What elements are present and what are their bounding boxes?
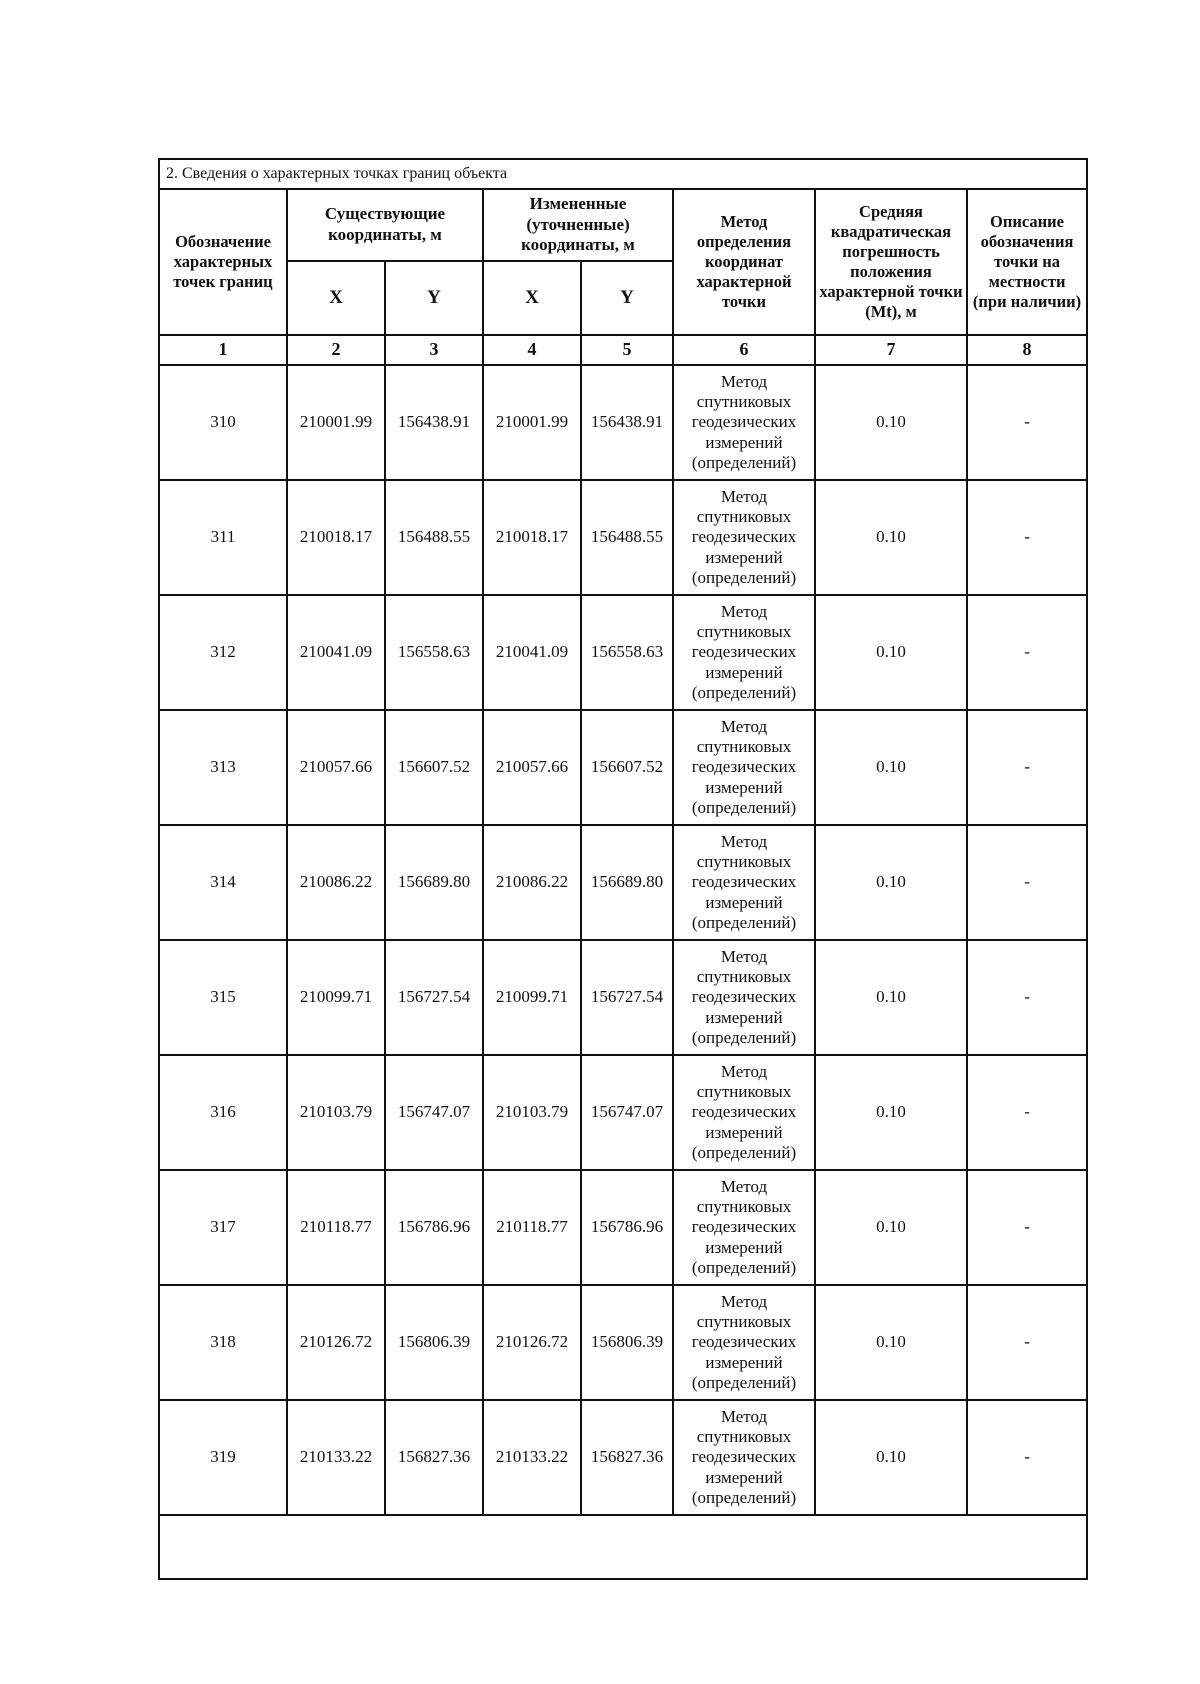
table-row	[159, 825, 1087, 940]
existing-y: 156827.36	[385, 1400, 483, 1515]
document-sheet	[158, 158, 1086, 1580]
point-number: 311	[159, 480, 287, 595]
empty-cell	[159, 1515, 1087, 1579]
point-number: 314	[159, 825, 287, 940]
changed-y: 156438.91	[581, 365, 673, 480]
column-number: 4	[483, 335, 581, 365]
empty-footer-row	[159, 1515, 1087, 1579]
changed-x: 210086.22	[483, 825, 581, 940]
mean-error: 0.10	[815, 1400, 967, 1515]
header-existing-x: X	[287, 261, 385, 335]
column-number: 1	[159, 335, 287, 365]
point-number: 315	[159, 940, 287, 1055]
existing-y: 156806.39	[385, 1285, 483, 1400]
column-number: 7	[815, 335, 967, 365]
table-row	[159, 1170, 1087, 1285]
existing-x: 210057.66	[287, 710, 385, 825]
existing-y: 156607.52	[385, 710, 483, 825]
description: -	[967, 825, 1087, 940]
description: -	[967, 1285, 1087, 1400]
mean-error: 0.10	[815, 365, 967, 480]
changed-x: 210001.99	[483, 365, 581, 480]
mean-error: 0.10	[815, 595, 967, 710]
description: -	[967, 1400, 1087, 1515]
mean-error: 0.10	[815, 1285, 967, 1400]
header-changed-x: X	[483, 261, 581, 335]
table-row	[159, 940, 1087, 1055]
mean-error: 0.10	[815, 825, 967, 940]
changed-y: 156747.07	[581, 1055, 673, 1170]
mean-error: 0.10	[815, 1170, 967, 1285]
changed-x: 210018.17	[483, 480, 581, 595]
changed-y: 156827.36	[581, 1400, 673, 1515]
existing-y: 156727.54	[385, 940, 483, 1055]
table-row	[159, 1285, 1087, 1400]
table-row	[159, 595, 1087, 710]
point-number: 310	[159, 365, 287, 480]
header-description: Описание обозначения точки на местности (при наличии)	[967, 189, 1087, 335]
table-row	[159, 1400, 1087, 1515]
header-mean-error: Средняя квадратическая погрешность положения характерной точки (Mt), м	[815, 189, 967, 335]
point-number: 312	[159, 595, 287, 710]
existing-x: 210133.22	[287, 1400, 385, 1515]
mean-error: 0.10	[815, 940, 967, 1055]
changed-y: 156806.39	[581, 1285, 673, 1400]
existing-y: 156786.96	[385, 1170, 483, 1285]
table-row	[159, 710, 1087, 825]
method: Метод спутниковых геодезических измерений (определений)	[673, 710, 815, 825]
header-changed-y: Y	[581, 261, 673, 335]
method: Метод спутниковых геодезических измерений (определений)	[673, 1285, 815, 1400]
changed-x: 210133.22	[483, 1400, 581, 1515]
method: Метод спутниковых геодезических измерений (определений)	[673, 480, 815, 595]
column-number: 3	[385, 335, 483, 365]
column-number: 2	[287, 335, 385, 365]
changed-x: 210103.79	[483, 1055, 581, 1170]
column-number: 5	[581, 335, 673, 365]
description: -	[967, 595, 1087, 710]
description: -	[967, 480, 1087, 595]
table-row	[159, 1055, 1087, 1170]
existing-x: 210041.09	[287, 595, 385, 710]
existing-y: 156438.91	[385, 365, 483, 480]
point-number: 317	[159, 1170, 287, 1285]
method: Метод спутниковых геодезических измерений (определений)	[673, 595, 815, 710]
method: Метод спутниковых геодезических измерений (определений)	[673, 1170, 815, 1285]
point-number: 316	[159, 1055, 287, 1170]
column-number: 6	[673, 335, 815, 365]
changed-y: 156488.55	[581, 480, 673, 595]
header-method: Метод определения координат характерной точки	[673, 189, 815, 335]
method: Метод спутниковых геодезических измерений (определений)	[673, 1400, 815, 1515]
description: -	[967, 1170, 1087, 1285]
header-point-designation: Обозначение характерных точек границ	[159, 189, 287, 335]
existing-y: 156488.55	[385, 480, 483, 595]
boundary-points-table	[158, 158, 1088, 1580]
changed-y: 156558.63	[581, 595, 673, 710]
method: Метод спутниковых геодезических измерений (определений)	[673, 940, 815, 1055]
mean-error: 0.10	[815, 480, 967, 595]
description: -	[967, 1055, 1087, 1170]
table-row	[159, 480, 1087, 595]
changed-y: 156727.54	[581, 940, 673, 1055]
existing-x: 210103.79	[287, 1055, 385, 1170]
changed-x: 210126.72	[483, 1285, 581, 1400]
point-number: 319	[159, 1400, 287, 1515]
existing-y: 156689.80	[385, 825, 483, 940]
changed-x: 210118.77	[483, 1170, 581, 1285]
table-row	[159, 365, 1087, 480]
changed-x: 210057.66	[483, 710, 581, 825]
existing-x: 210018.17	[287, 480, 385, 595]
section-title: 2. Сведения о характерных точках границ объекта	[159, 159, 1087, 189]
mean-error: 0.10	[815, 1055, 967, 1170]
existing-x: 210126.72	[287, 1285, 385, 1400]
changed-x: 210041.09	[483, 595, 581, 710]
existing-x: 210118.77	[287, 1170, 385, 1285]
method: Метод спутниковых геодезических измерений (определений)	[673, 365, 815, 480]
column-number: 8	[967, 335, 1087, 365]
method: Метод спутниковых геодезических измерений (определений)	[673, 825, 815, 940]
existing-x: 210001.99	[287, 365, 385, 480]
existing-x: 210086.22	[287, 825, 385, 940]
description: -	[967, 710, 1087, 825]
header-changed-coordinates: Измененные (уточненные) координаты, м	[483, 189, 673, 261]
column-number-row	[159, 335, 1087, 365]
existing-x: 210099.71	[287, 940, 385, 1055]
changed-x: 210099.71	[483, 940, 581, 1055]
description: -	[967, 365, 1087, 480]
changed-y: 156786.96	[581, 1170, 673, 1285]
header-existing-coordinates: Существующие координаты, м	[287, 189, 483, 261]
method: Метод спутниковых геодезических измерений (определений)	[673, 1055, 815, 1170]
header-existing-y: Y	[385, 261, 483, 335]
description: -	[967, 940, 1087, 1055]
point-number: 313	[159, 710, 287, 825]
mean-error: 0.10	[815, 710, 967, 825]
changed-y: 156607.52	[581, 710, 673, 825]
existing-y: 156558.63	[385, 595, 483, 710]
changed-y: 156689.80	[581, 825, 673, 940]
point-number: 318	[159, 1285, 287, 1400]
existing-y: 156747.07	[385, 1055, 483, 1170]
